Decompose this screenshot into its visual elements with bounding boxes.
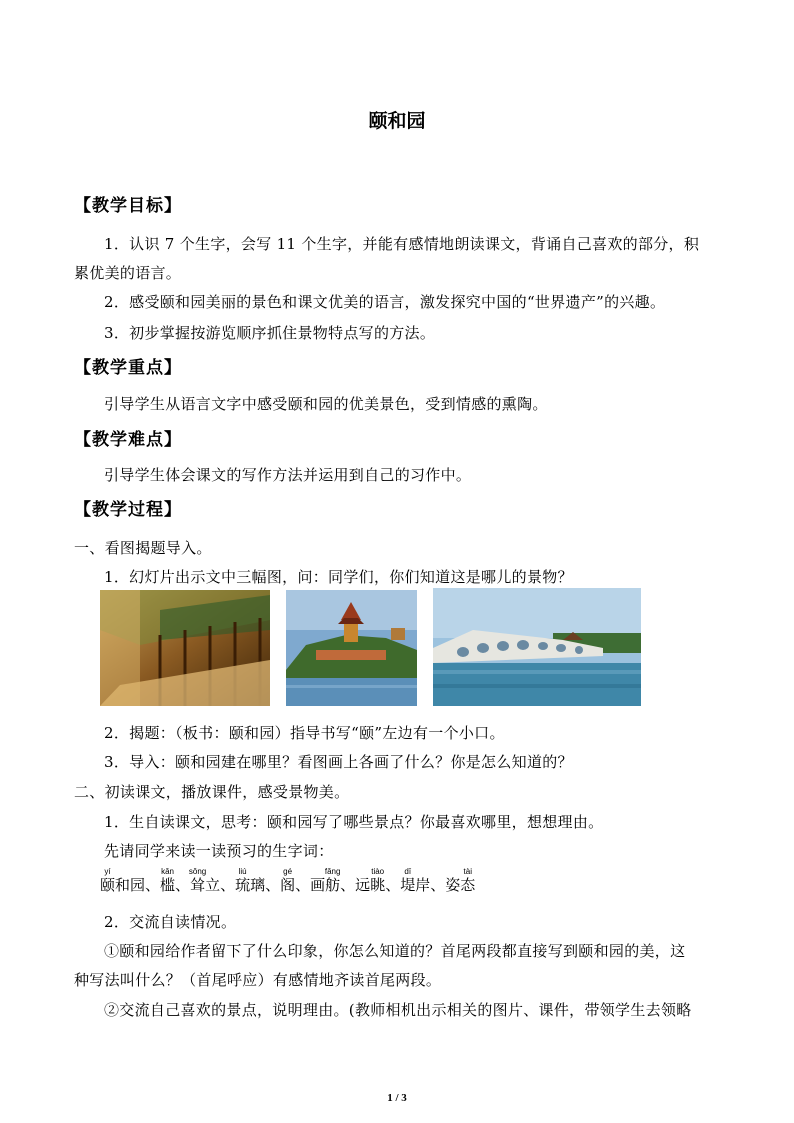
vocab-char: 舫fǎng — [324, 867, 341, 894]
page-title: 颐和园 — [368, 110, 426, 132]
vocab-char: 堤dī — [400, 867, 416, 894]
vocab-char: 琉liú — [235, 867, 251, 894]
heading-goals: 【教学目标】 — [74, 196, 182, 216]
vocab-char: 耸sǒng — [188, 867, 207, 894]
goal-1-line-b: 累优美的语言。 — [74, 264, 182, 282]
paragraph-2-line-a: ②交流自己喜欢的景点，说明理由。(教师相机出示相关的图片、课件，带领学生去领略 — [104, 1001, 692, 1019]
section-1-title: 一、看图揭题导入。 — [74, 539, 212, 557]
section-2-item-1: 1．生自读课文，思考：颐和园写了哪些景点？你最喜欢哪里，想想理由。 — [104, 813, 604, 831]
paragraph-1-line-a: ①颐和园给作者留下了什么印象，你怎么知道的？首尾两段都直接写到颐和园的美，这 — [104, 942, 686, 960]
vocab-char: 槛kǎn — [160, 867, 176, 894]
section-2-item-1b: 先请同学来读一读预习的生字词： — [104, 842, 334, 860]
section-1-item-3: 3．导入：颐和园建在哪里？看图画上各画了什么？你是怎么知道的？ — [104, 753, 573, 771]
vocab-rest: 、 — [175, 876, 191, 894]
heading-difficulty: 【教学难点】 — [74, 430, 182, 450]
goal-3: 3．初步掌握按游览顺序抓住景物特点写的方法。 — [104, 324, 436, 342]
goal-2: 2．感受颐和园美丽的景色和课文优美的语言，激发探究中国的“世界遗产”的兴趣。 — [104, 293, 666, 311]
tower-photo — [286, 590, 417, 706]
vocab-rest: 岸、姿 — [415, 876, 461, 894]
vocab-rest: 、 — [385, 876, 401, 894]
vocab-rest: 和园、 — [115, 876, 161, 894]
vocab-rest: 璃、 — [250, 876, 281, 894]
goal-1-line-a: 1．认识 7 个生字，会写 11 个生字，并能有感情地朗读课文，背诵自己喜欢的部分，积 — [104, 235, 700, 253]
vocab-rest: 、画 — [295, 876, 326, 894]
vocab-rest: 、远 — [340, 876, 371, 894]
section-1-item-2: 2．揭题：（板书：颐和园）指导书写“颐”左边有一个小口。 — [104, 724, 505, 742]
section-1-item-1: 1．幻灯片出示文中三幅图，问：同学们，你们知道这是哪儿的景物？ — [104, 568, 573, 586]
corridor-photo — [100, 590, 270, 706]
heading-process: 【教学过程】 — [74, 500, 182, 520]
vocab-char: 阁gé — [280, 867, 296, 894]
vocab-char: 颐yí — [100, 867, 116, 894]
difficulty-text: 引导学生体会课文的写作方法并运用到自己的习作中。 — [104, 466, 472, 484]
paragraph-1-line-b: 种写法叫什么？（首尾呼应）有感情地齐读首尾两段。 — [74, 971, 442, 989]
page-number: 1 / 3 — [387, 1092, 407, 1104]
bridge-photo — [433, 588, 641, 706]
key-text: 引导学生从语言文字中感受颐和园的优美景色，受到情感的熏陶。 — [104, 395, 548, 413]
vocab-rest: 立、 — [205, 876, 236, 894]
heading-key: 【教学重点】 — [74, 358, 182, 378]
section-2-title: 二、初读课文，播放课件，感受景物美。 — [74, 783, 350, 801]
vocab-char: 态tài — [460, 867, 476, 894]
vocab-list — [100, 867, 475, 897]
vocab-char: 眺tiào — [370, 867, 386, 894]
section-2-item-2: 2．交流自读情况。 — [104, 913, 237, 931]
